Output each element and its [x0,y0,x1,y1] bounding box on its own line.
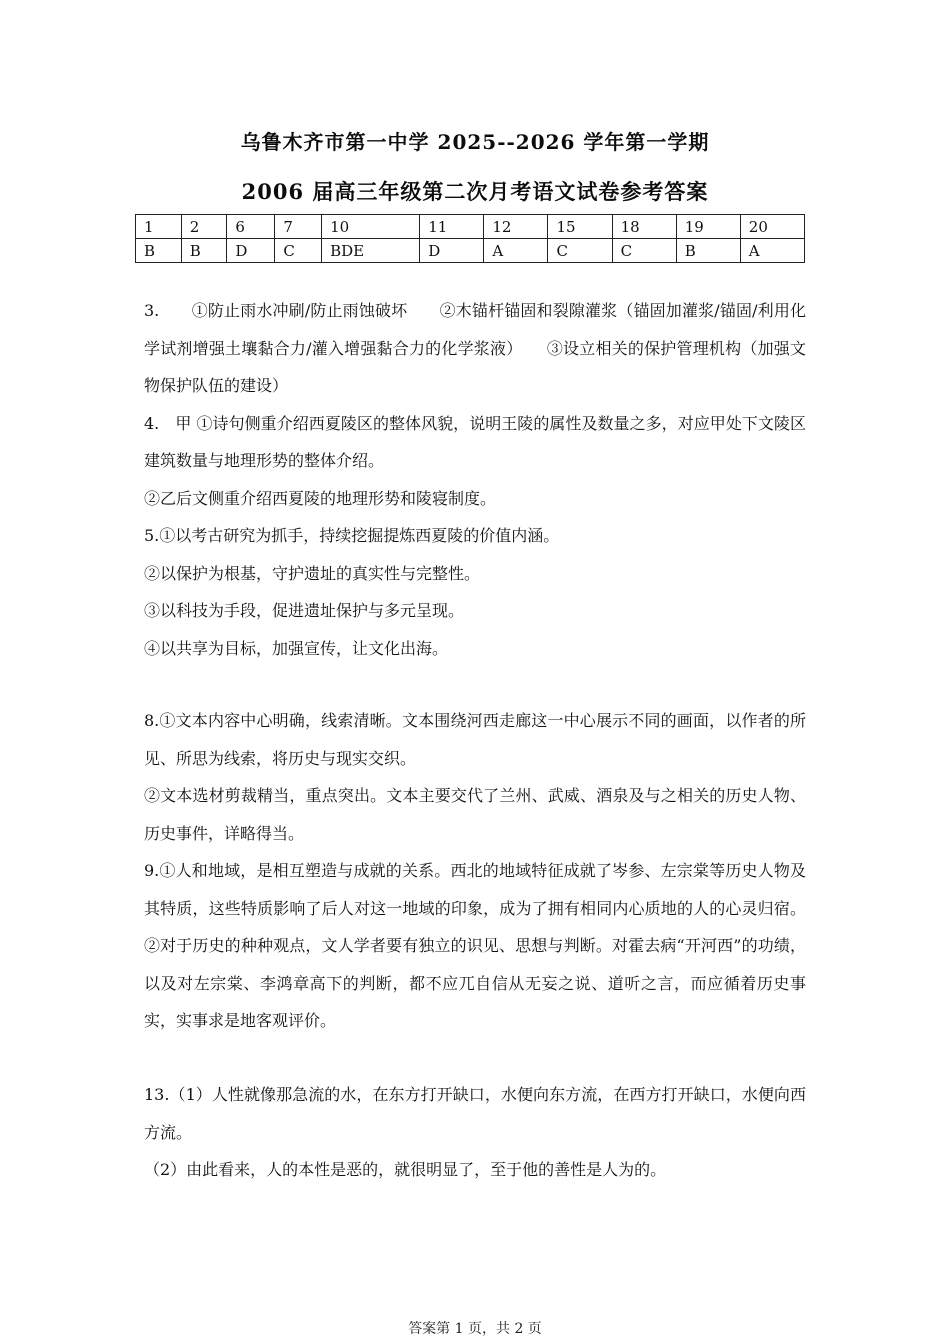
answer-q8-point1: 8.①文本内容中心明确，线索清晰。文本围绕河西走廊这一中心展示不同的画面，以作者的所见、所思为线索，将历史与现实交织。 [144,711,806,768]
answer-q5-point2: ②以保护为根基，守护遗址的真实性与完整性。 [144,563,481,583]
answer-q3: 3. ①防止雨水冲刷/防止雨蚀破坏 ②木锚杆锚固和裂隙灌浆（锚固加灌浆/锚固/利用化学试剂增强土壤黏合力/灌入增强黏合力的化学浆液） ③设立相关的保护管理机构（加强文物保护队伍的建设） [144,301,806,395]
question-number-cell: 11 [420,215,484,239]
answer-q4-part1: 4. 甲 ①诗句侧重介绍西夏陵区的整体风貌，说明王陵的属性及数量之多，对应甲处下文陵区建筑数量与地理形势的整体介绍。 [144,413,806,470]
answer-cell: C [275,239,322,263]
question-number-cell: 18 [612,215,676,239]
answer-q5-point3: ③以科技为手段，促进遗址保护与多元呈现。 [144,601,465,620]
answers-block-13 [144,1076,806,1189]
answer-cell: B [136,239,182,263]
answer-table-answer-row [136,239,805,263]
answer-cell: D [420,239,484,263]
answer-cell: C [612,239,676,263]
question-number-cell: 10 [322,215,420,239]
answer-table [135,214,805,263]
document-title-line2: 2006 届高三年级第二次月考语文试卷参考答案 [241,179,709,204]
question-number-cell: 20 [740,215,804,239]
question-number-cell: 1 [136,215,182,239]
question-number-cell: 15 [548,215,612,239]
answer-cell: B [676,239,740,263]
page-footer: 答案第 1 页，共 2 页 [408,1321,542,1337]
question-number-cell: 6 [227,215,275,239]
answer-q13-part1: 13.（1）人性就像那急流的水，在东方打开缺口，水便向东方流，在西方打开缺口，水便向西方流。 [144,1085,806,1142]
answers-block-3-to-5 [144,292,806,667]
answer-q5-point4: ④以共享为目标，加强宣传，让文化出海。 [144,638,449,658]
answer-q5-point1: 5.①以考古研究为抓手，持续挖掘提炼西夏陵的价值内涵。 [144,526,560,545]
answer-q4-part2: ②乙后文侧重介绍西夏陵的地理形势和陵寝制度。 [144,488,497,508]
question-number-cell: 2 [181,215,227,239]
answer-cell: A [484,239,548,263]
question-number-cell: 19 [676,215,740,239]
answer-cell: B [181,239,227,263]
answer-q13-part2: （2）由此看来，人的本性是恶的，就很明显了，至于他的善性是人为的。 [144,1160,667,1179]
answer-cell: BDE [322,239,420,263]
answers-block-8-to-9 [144,702,806,1040]
question-number-cell: 7 [275,215,322,239]
question-number-cell: 12 [484,215,548,239]
answer-q9: 9.①人和地域，是相互塑造与成就的关系。西北的地域特征成就了岑参、左宗棠等历史人物及其特质，这些特质影响了后人对这一地域的印象，成为了拥有相同内心质地的人的心灵归宿。②对于历史的种种观点，文人学者要有独立的识见、思想与判断。对霍去病“开河西”的功绩，以及对左宗棠、李鸿章高下的判断，都不应兀自信从无妄之说、道听之言，而应循着历史事实，实事求是地客观评价。 [144,861,806,1030]
answer-cell: C [548,239,612,263]
answer-table-question-row [136,215,805,239]
answer-q8-point2: ②文本选材剪裁精当，重点突出。文本主要交代了兰州、武威、酒泉及与之相关的历史人物、历史事件，详略得当。 [144,786,806,843]
answer-cell: A [740,239,804,263]
answer-cell: D [227,239,275,263]
document-title-line1: 乌鲁木齐市第一中学 2025--2026 学年第一学期 [240,130,710,154]
